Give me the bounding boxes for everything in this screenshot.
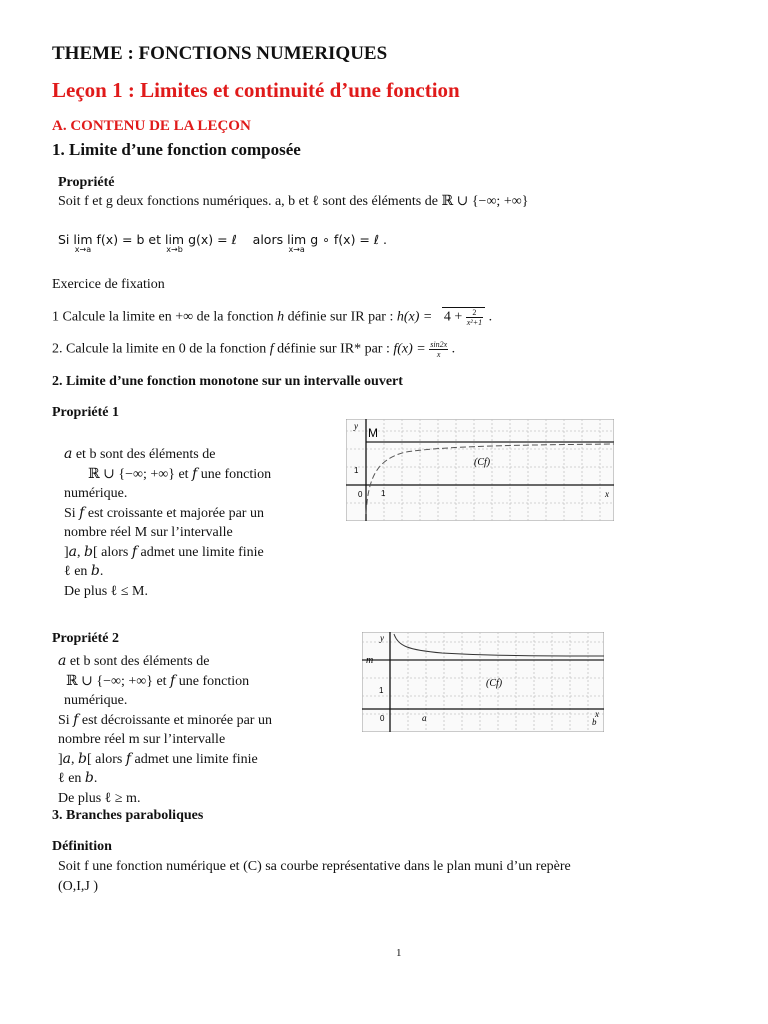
m-label: m <box>366 655 374 666</box>
cf-label: (Cf) <box>474 457 491 468</box>
a-label: a <box>422 713 427 723</box>
origin-label: 0 <box>358 490 363 499</box>
formula-part-1: f(x) = b et <box>96 232 161 247</box>
propriete-2-title: Propriété 2 <box>52 631 119 646</box>
y-axis-label: y <box>354 421 358 431</box>
lim-operator: lim x→a <box>73 232 93 254</box>
formula-part-3: g ∘ f(x) = ℓ . <box>310 232 387 247</box>
propriete-1-text: 𝑎 et b sont des éléments de ℝ ∪ {−∞; +∞} et 𝑓 une fonction numérique. Si 𝑓 est croissante et majorée par un nombre réel M sur l’intervalle ]𝑎, 𝑏[ alors 𝑓 admet une limite finie ℓ en 𝑏. De plus ℓ ≤ M. <box>64 447 272 599</box>
x-axis-label: x <box>605 489 609 499</box>
page-number: 1 <box>396 947 402 959</box>
heading-branches-paraboliques: 3. Branches paraboliques <box>52 808 204 823</box>
composition-formula <box>58 232 387 254</box>
exercise-2: 2. Calcule la limite en 0 de la fonction f définie sur IR* par : f(x) = $\frac{\sin 2x}{x}$ . <box>52 340 456 359</box>
definition-line-2: (O,I,J ) <box>58 879 99 894</box>
y-tick-1: 1 <box>379 686 384 695</box>
x-axis-label: x <box>595 709 599 719</box>
alors-word: alors <box>252 232 284 247</box>
lim-operator: lim x→a <box>287 232 307 254</box>
y-tick-1: 1 <box>354 466 359 475</box>
lim-operator: lim x→b <box>164 232 185 254</box>
theme-title: THEME : FONCTIONS NUMERIQUES <box>52 43 388 64</box>
exercise-1: 1 Calcule la limite en +∞ de la fonction h définie sur IR par : h(x) = 4 + $\frac{2}{\text{x²+1}}$ . <box>52 308 493 327</box>
b-label: b <box>592 717 597 727</box>
cf-label: (Cf) <box>486 678 503 689</box>
definition-label: Définition <box>52 839 112 854</box>
section-heading-a: A. CONTENU DE LA LEÇON <box>52 118 251 134</box>
exercice-heading: Exercice de fixation <box>52 277 165 292</box>
si-word: Si <box>58 232 70 247</box>
propriete-1-title: Propriété 1 <box>52 405 119 420</box>
propriete-2-text: 𝑎 et b sont des éléments de ℝ ∪ {−∞; +∞} et 𝑓 une fonction numérique. Si 𝑓 est décroissante et minorée par un nombre réel m sur l’intervalle ]𝑎, 𝑏[ alors 𝑓 admet une limite finie ℓ en 𝑏. De plus ℓ ≥ m. <box>58 654 272 806</box>
formula-part-2: g(x) = ℓ <box>188 232 237 247</box>
heading-limite-monotone: 2. Limite d’une fonction monotone sur un intervalle ouvert <box>52 374 403 389</box>
graph-increasing-bounded <box>346 419 614 521</box>
graph-decreasing-bounded <box>362 632 604 732</box>
origin-label: 0 <box>380 714 385 723</box>
M-label: M <box>368 426 378 440</box>
x-tick-1: 1 <box>381 489 386 498</box>
propriete-statement: Soit f et g deux fonctions numériques. a, b et ℓ sont des éléments de ℝ ∪ {−∞; +∞} <box>58 194 529 209</box>
heading-limite-composee: 1. Limite d’une fonction composée <box>52 140 301 159</box>
propriete-label: Propriété <box>58 175 115 190</box>
definition-line-1: Soit f une fonction numérique et (C) sa courbe représentative dans le plan muni d’un repère <box>58 859 571 874</box>
y-axis-label: y <box>380 633 384 643</box>
lesson-title: Leçon 1 : Limites et continuité d’une fonction <box>52 78 460 102</box>
